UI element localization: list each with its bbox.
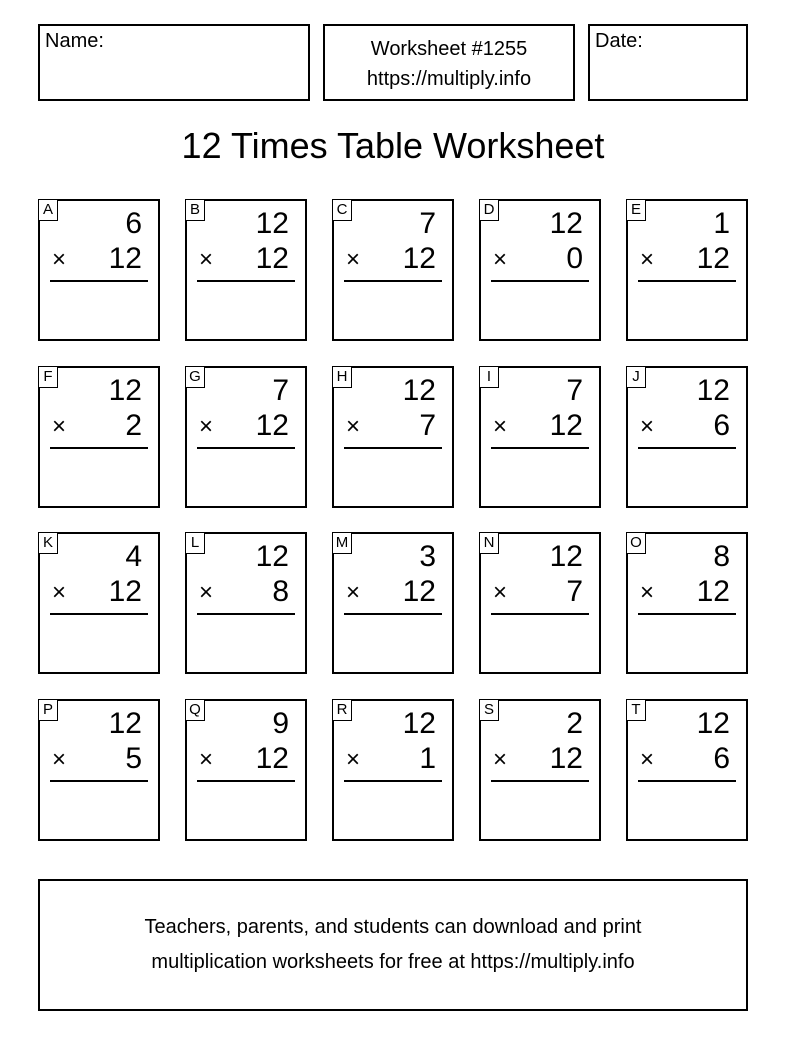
multiplier: 8 <box>272 575 289 608</box>
name-field[interactable] <box>38 24 310 101</box>
answer-line <box>50 780 148 782</box>
multiplicand: 12 <box>255 207 289 240</box>
multiplicand: 7 <box>419 207 436 240</box>
answer-line <box>638 613 736 615</box>
problem-letter: T <box>626 699 646 721</box>
problem-letter: F <box>38 366 58 388</box>
answer-line <box>638 447 736 449</box>
times-sign: × <box>493 746 508 773</box>
problem-card[interactable] <box>185 366 307 508</box>
multiplier: 12 <box>696 575 730 608</box>
name-label: Name: <box>45 30 104 52</box>
problem-letter: R <box>332 699 352 721</box>
problem-letter: B <box>185 199 205 221</box>
multiplicand: 7 <box>272 374 289 407</box>
answer-line <box>638 280 736 282</box>
problem-card[interactable] <box>185 199 307 341</box>
problem-card[interactable] <box>38 199 160 341</box>
multiplier: 0 <box>566 242 583 275</box>
multiplier: 5 <box>125 742 142 775</box>
problem-card[interactable] <box>626 699 748 841</box>
problem-card[interactable] <box>626 366 748 508</box>
answer-line <box>344 613 442 615</box>
times-sign: × <box>346 746 361 773</box>
problem-letter: J <box>626 366 646 388</box>
multiplicand: 6 <box>125 207 142 240</box>
times-sign: × <box>52 746 67 773</box>
multiplicand: 4 <box>125 540 142 573</box>
answer-line <box>491 280 589 282</box>
multiplicand: 8 <box>713 540 730 573</box>
times-sign: × <box>52 579 67 606</box>
problem-card[interactable] <box>185 699 307 841</box>
problem-letter: E <box>626 199 646 221</box>
times-sign: × <box>640 246 655 273</box>
times-sign: × <box>199 246 214 273</box>
multiplicand: 12 <box>696 707 730 740</box>
answer-line <box>491 613 589 615</box>
multiplicand: 2 <box>566 707 583 740</box>
problem-card[interactable] <box>332 699 454 841</box>
problem-card[interactable] <box>38 699 160 841</box>
answer-line <box>197 280 295 282</box>
multiplier: 12 <box>402 242 436 275</box>
footer-line-2: multiplication worksheets for free at https://multiply.info <box>151 951 635 973</box>
footer-line-1: Teachers, parents, and students can download and print <box>144 916 642 938</box>
multiplier: 12 <box>108 242 142 275</box>
problem-card[interactable] <box>185 532 307 674</box>
times-sign: × <box>52 413 67 440</box>
multiplier: 1 <box>419 742 436 775</box>
times-sign: × <box>52 246 67 273</box>
multiplicand: 12 <box>108 374 142 407</box>
problem-letter: M <box>332 532 352 554</box>
multiplier: 12 <box>108 575 142 608</box>
times-sign: × <box>346 413 361 440</box>
times-sign: × <box>493 413 508 440</box>
answer-line <box>50 447 148 449</box>
multiplicand: 12 <box>255 540 289 573</box>
problem-card[interactable] <box>38 532 160 674</box>
multiplicand: 3 <box>419 540 436 573</box>
multiplier: 12 <box>255 742 289 775</box>
times-sign: × <box>640 579 655 606</box>
worksheet-url: https://multiply.info <box>366 68 532 90</box>
date-label: Date: <box>595 30 643 52</box>
problem-letter: Q <box>185 699 205 721</box>
multiplier: 6 <box>713 742 730 775</box>
answer-line <box>491 780 589 782</box>
multiplicand: 12 <box>696 374 730 407</box>
problem-letter: P <box>38 699 58 721</box>
problem-letter: S <box>479 699 499 721</box>
worksheet-info-box <box>323 24 575 101</box>
times-sign: × <box>199 579 214 606</box>
problem-letter: N <box>479 532 499 554</box>
answer-line <box>50 280 148 282</box>
multiplier: 12 <box>549 409 583 442</box>
answer-line <box>50 613 148 615</box>
worksheet-number: Worksheet #1255 <box>370 38 528 60</box>
multiplier: 12 <box>402 575 436 608</box>
answer-line <box>197 613 295 615</box>
answer-line <box>197 447 295 449</box>
times-sign: × <box>493 246 508 273</box>
multiplicand: 12 <box>402 707 436 740</box>
problem-letter: D <box>479 199 499 221</box>
answer-line <box>344 780 442 782</box>
answer-line <box>344 447 442 449</box>
multiplier: 12 <box>696 242 730 275</box>
footer-note <box>38 879 748 1011</box>
times-sign: × <box>199 413 214 440</box>
problem-card[interactable] <box>479 699 601 841</box>
multiplicand: 1 <box>713 207 730 240</box>
answer-line <box>197 780 295 782</box>
times-sign: × <box>346 246 361 273</box>
problem-card[interactable] <box>479 199 601 341</box>
multiplicand: 12 <box>549 207 583 240</box>
multiplicand: 12 <box>402 374 436 407</box>
times-sign: × <box>346 579 361 606</box>
date-field[interactable] <box>588 24 748 101</box>
problem-card[interactable] <box>332 199 454 341</box>
problem-card[interactable] <box>332 366 454 508</box>
multiplicand: 7 <box>566 374 583 407</box>
problem-letter: I <box>479 366 499 388</box>
multiplier: 7 <box>566 575 583 608</box>
problem-letter: G <box>185 366 205 388</box>
problem-letter: O <box>626 532 646 554</box>
multiplicand: 12 <box>549 540 583 573</box>
multiplier: 6 <box>713 409 730 442</box>
multiplier: 2 <box>125 409 142 442</box>
problem-letter: H <box>332 366 352 388</box>
problem-letter: K <box>38 532 58 554</box>
multiplier: 7 <box>419 409 436 442</box>
page-title: 12 Times Table Worksheet <box>181 125 605 166</box>
problem-card[interactable] <box>479 366 601 508</box>
problem-letter: A <box>38 199 58 221</box>
multiplier: 12 <box>549 742 583 775</box>
multiplicand: 12 <box>108 707 142 740</box>
problem-card[interactable] <box>626 199 748 341</box>
problem-card[interactable] <box>38 366 160 508</box>
answer-line <box>638 780 736 782</box>
problem-letter: C <box>332 199 352 221</box>
problem-card[interactable] <box>626 532 748 674</box>
times-sign: × <box>640 746 655 773</box>
times-sign: × <box>199 746 214 773</box>
multiplier: 12 <box>255 242 289 275</box>
problem-card[interactable] <box>479 532 601 674</box>
times-sign: × <box>640 413 655 440</box>
answer-line <box>491 447 589 449</box>
multiplier: 12 <box>255 409 289 442</box>
multiplicand: 9 <box>272 707 289 740</box>
problem-card[interactable] <box>332 532 454 674</box>
problem-letter: L <box>185 532 205 554</box>
times-sign: × <box>493 579 508 606</box>
answer-line <box>344 280 442 282</box>
